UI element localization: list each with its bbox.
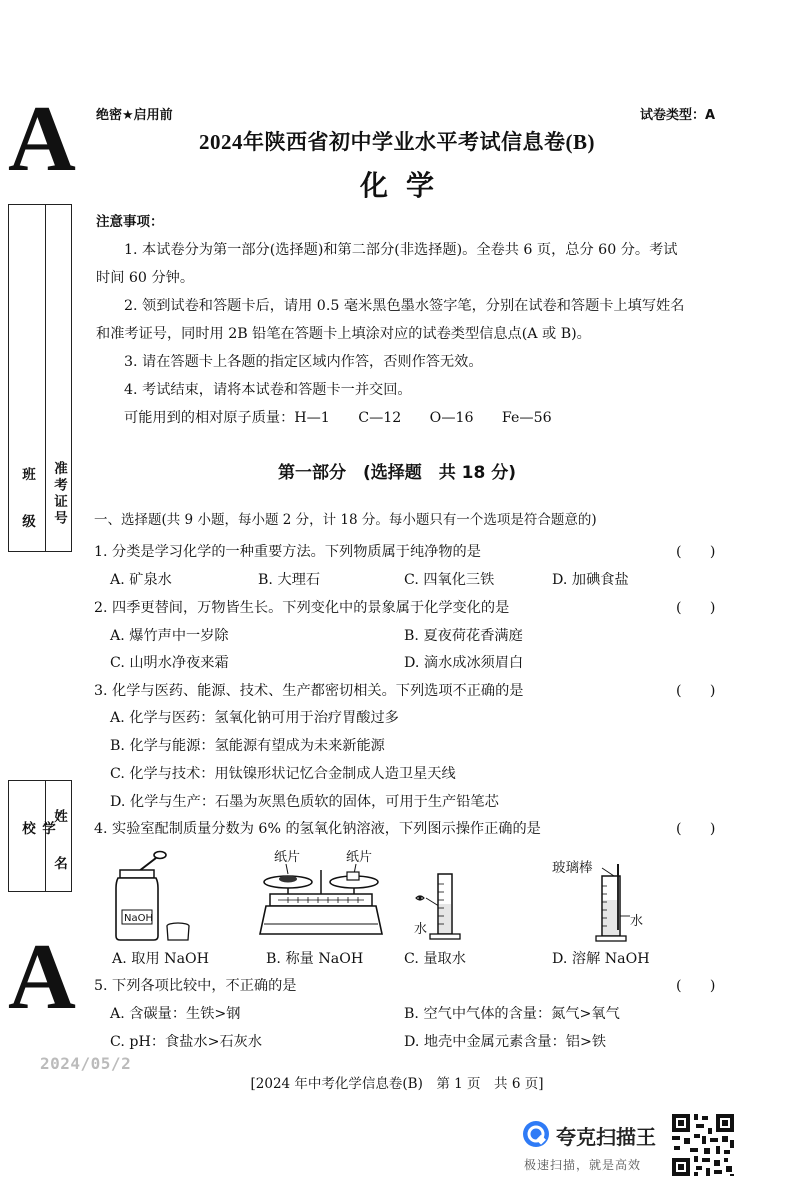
figure-d-cylinder-rod xyxy=(590,862,650,944)
section-instruction: 一、选择题(共 9 小题，每小题 2 分，计 18 分。每小题只有一个选项是符合题意的) xyxy=(94,512,597,528)
option: B. 化学与能源：氢能源有望成为未来新能源 xyxy=(110,738,385,754)
option: C. 量取水 xyxy=(404,951,466,967)
option: C. pH：食盐水>石灰水 xyxy=(110,1034,263,1050)
paper-label-left: 纸片 xyxy=(274,850,301,865)
option: D. 地壳中金属元素含量：铝>铁 xyxy=(404,1034,607,1050)
question-stem: 3. 化学与医药、能源、技术、生产都密切相关。下列选项不正确的是 xyxy=(94,683,524,699)
option: B. 空气中气体的含量：氮气>氧气 xyxy=(404,1006,620,1022)
water-label-d: 水 xyxy=(630,914,644,929)
option: B. 称量 NaOH xyxy=(266,951,364,967)
paper-type-letter-bottom: A xyxy=(8,925,76,1029)
option: A. 取用 NaOH xyxy=(112,951,210,967)
option: D. 加碘食盐 xyxy=(552,572,629,588)
answer-paren: ( ) xyxy=(676,544,716,560)
option: A. 含碳量：生铁>钢 xyxy=(110,1006,241,1022)
scan-date-watermark: 2024/05/2 xyxy=(40,1054,132,1073)
notes-line: 4. 考试结束，请将本试卷和答题卡一并交回。 xyxy=(124,382,412,398)
answer-paren: ( ) xyxy=(676,683,716,699)
notes-heading: 注意事项： xyxy=(96,214,164,230)
figure-b-balance xyxy=(258,862,388,944)
exam-number-label: 准考证号 xyxy=(51,461,67,527)
option: A. 爆竹声中一岁除 xyxy=(110,628,229,644)
question-stem: 5. 下列各项比较中，不正确的是 xyxy=(94,978,297,994)
name-label: 姓 名 xyxy=(51,809,67,880)
jar-label: NaOH xyxy=(124,913,153,924)
exam-title: 2024年陕西省初中学业水平考试信息卷(B) xyxy=(199,130,595,154)
option: A. 矿泉水 xyxy=(110,572,172,588)
paper-type: 试卷类型：A xyxy=(640,108,716,123)
question-stem: 4. 实验室配制质量分数为 6% 的氢氧化钠溶液，下列图示操作正确的是 xyxy=(94,821,541,837)
atomic-mass-line: 可能用到的相对原子质量：H—1 C—12 O—16 Fe—56 xyxy=(124,410,552,426)
option: B. 夏夜荷花香满庭 xyxy=(404,628,523,644)
figure-a-jar xyxy=(110,848,200,944)
scanner-slogan: 极速扫描，就是高效 xyxy=(524,1158,642,1172)
option: C. 化学与技术：用钛镍形状记忆合金制成人造卫星天线 xyxy=(110,766,456,782)
option: A. 化学与医药：氢氧化钠可用于治疗胃酸过多 xyxy=(110,710,399,726)
notes-line: 1. 本试卷分为第一部分(选择题)和第二部分(非选择题)。全卷共 6 页，总分 60 分。考试 xyxy=(124,242,678,258)
notes-line: 时间 60 分钟。 xyxy=(96,270,195,286)
answer-paren: ( ) xyxy=(676,821,716,837)
option: B. 大理石 xyxy=(258,572,321,588)
paper-type-letter-top: A xyxy=(8,87,76,191)
info-box-lower xyxy=(8,780,72,892)
option: D. 滴水成冰须眉白 xyxy=(404,655,524,671)
option: C. 四氧化三铁 xyxy=(404,572,495,588)
subject-title: 化学 xyxy=(359,169,452,202)
answer-paren: ( ) xyxy=(676,600,716,616)
school-label: 学 校 xyxy=(19,821,55,868)
option: D. 化学与生产：石墨为灰黑色质软的固体，可用于生产铅笔芯 xyxy=(110,794,499,810)
class-label: 班 级 xyxy=(19,467,35,538)
page-footer: [2024 年中考化学信息卷(B) 第 1 页 共 6 页] xyxy=(250,1076,544,1092)
question-stem: 2. 四季更替间，万物皆生长。下列变化中的景象属于化学变化的是 xyxy=(94,600,510,616)
option: D. 溶解 NaOH xyxy=(552,951,650,967)
secret-mark: 绝密★启用前 xyxy=(96,108,173,123)
notes-line: 3. 请在答题卡上各题的指定区域内作答，否则作答无效。 xyxy=(124,354,483,370)
question-stem: 1. 分类是学习化学的一种重要方法。下列物质属于纯净物的是 xyxy=(94,544,481,560)
answer-paren: ( ) xyxy=(676,978,716,994)
qr-code-icon xyxy=(670,1112,736,1178)
scanner-app-name: 夸克扫描王 xyxy=(556,1125,656,1149)
paper-label-right: 纸片 xyxy=(346,850,373,865)
water-label-c: 水 xyxy=(414,922,428,937)
info-box-upper xyxy=(8,204,72,552)
section-title: 第一部分 (选择题 共 18 分) xyxy=(277,463,517,483)
notes-line: 和准考证号，同时用 2B 铅笔在答题卡上填涂对应的试卷类型信息点(A 或 B)。 xyxy=(96,326,591,342)
notes-line: 2. 领到试卷和答题卡后，请用 0.5 毫米黑色墨水签字笔，分别在试卷和答题卡上填写姓名 xyxy=(124,298,685,314)
glass-rod-label: 玻璃棒 xyxy=(552,860,593,876)
option: C. 山明水净夜来霜 xyxy=(110,655,229,671)
quark-logo-icon xyxy=(522,1120,550,1148)
